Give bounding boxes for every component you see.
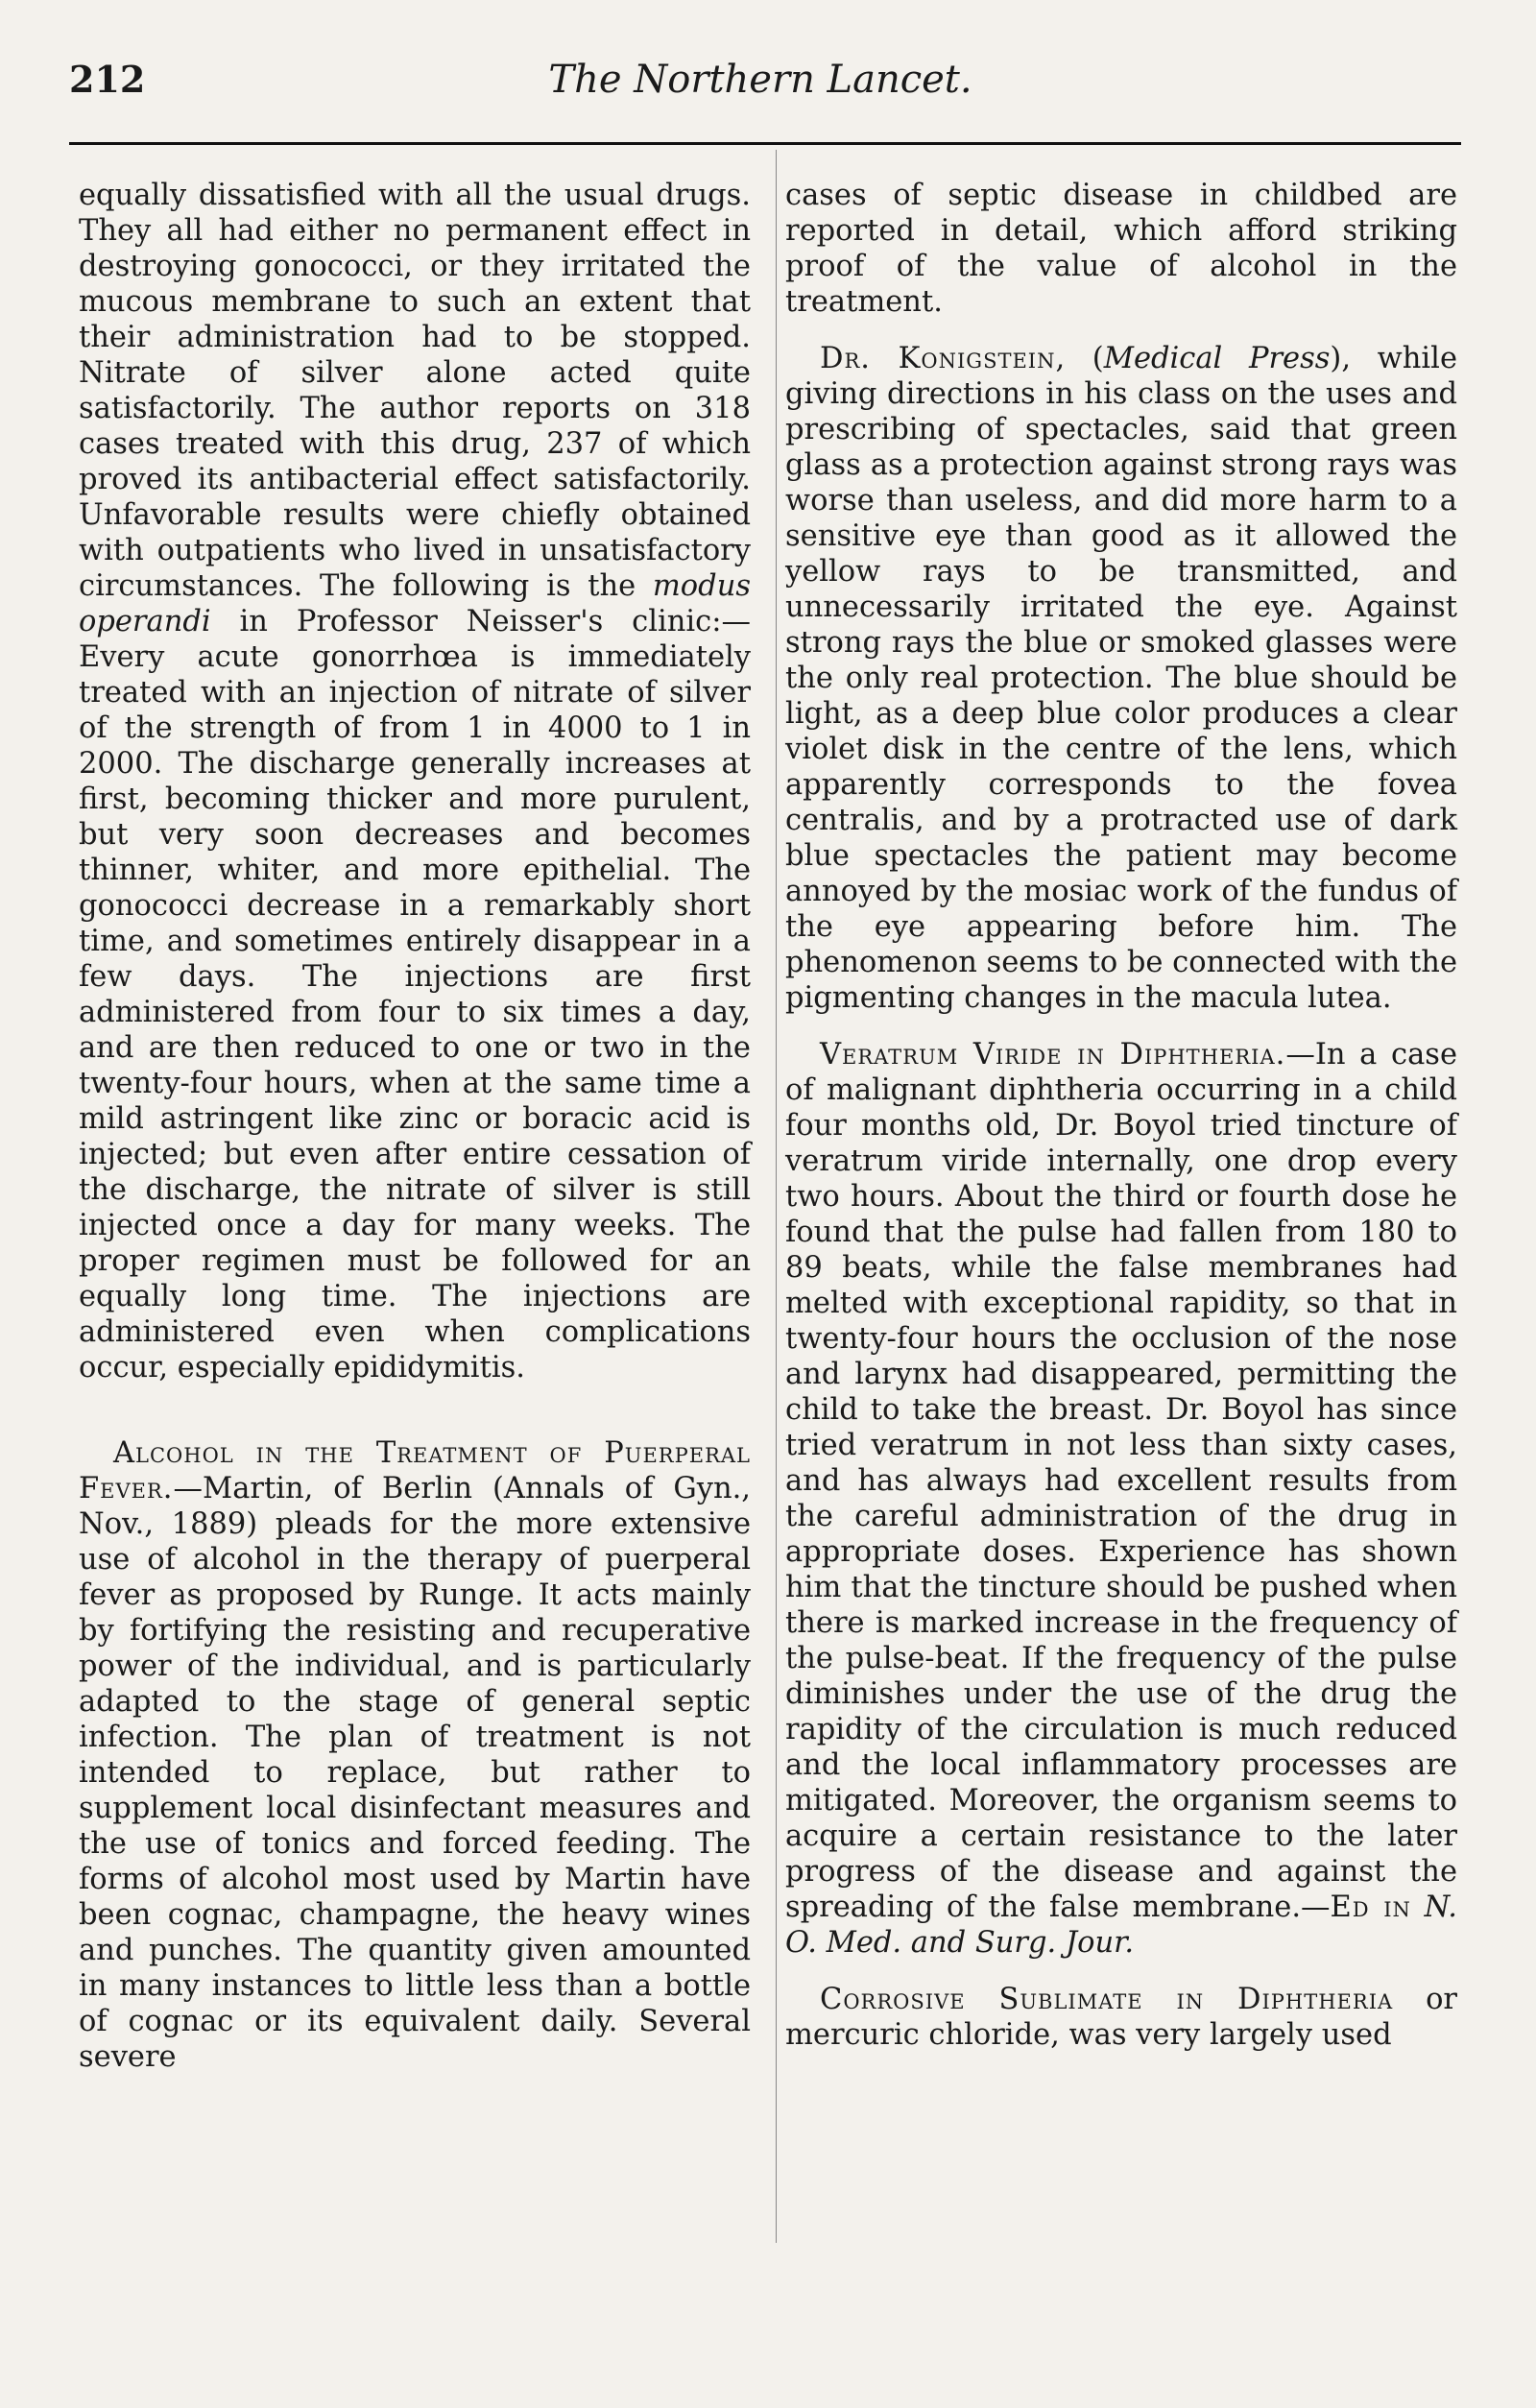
alcohol-puerperal-article [79, 1435, 751, 2075]
alcohol-article-body: —Martin, of Berlin (Annals of Gyn., Nov., 1889) pleads for the more extensive use of alcohol in the therapy of puerperal fever as proposed by Runge. It acts mainly by fortifying the resisting and recuperative power of the individual, and is particularly adapted to the stage of general septic infection. The plan of treatment is not intended to replace, but rather to supplement local disinfectant measures and the use of tonics and forced feeding. The forms of alcohol most used by Martin have been cognac, champagne, the heavy wines and punches. The quantity given amounted in many instances to little less than a bottle of cognac or its equivalent daily. Several severe [79, 1472, 751, 2074]
veratrum-heading: Veratrum Viride in Diphtheria. [820, 1038, 1286, 1072]
left-column [79, 178, 751, 2075]
veratrum-journal: N. O. Med. and Surg. Jour. [785, 1890, 1457, 1960]
column-divider [776, 150, 777, 2243]
running-title: The Northern Lancet. [548, 58, 972, 102]
modus-operandi-italic: modus operandi [79, 569, 751, 638]
septic-continuation-paragraph: cases of septic disease in childbed are reported in detail, which afford striking proof of the value of alcohol in the treatment. [785, 179, 1457, 319]
neisser-text-start: equally dissatisfied with all the usual drugs. They all had either no permanent effect in destroying gonococci, or they irritated the mucous membrane to such an extent that their administration had to be stopped. Nitrate of silver alone acted quite satisfactorily. The author reports on 318 cases treated with this drug, 237 of which proved its antibacterial effect satisfactorily. Unfavorable results were chiefly obtained with outpatients who lived in unsatisfactory circumstances. The following is the [79, 179, 751, 603]
konigstein-body: , while giving directions in his class on the uses and prescribing of spectacles, said that green glass as a protection against strong rays was worse than useless, and did more harm to a sensitive eye than good as it allowed the yellow rays to be transmitted, and unnecessarily irritated the eye. Against strong rays the blue or smoked glasses were the only real protection. The blue should be light, as a deep blue color produces a clear violet disk in the centre of the lens, which apparently corresponds to the fovea centralis, and by a protracted use of dark blue spectacles the patient may become annoyed by the mosiac work of the fundus of the eye appearing before him. The phenomenon seems to be connected with the pigmenting changes in the macula lutea. [785, 342, 1457, 1015]
veratrum-body: —In a case of malignant diphtheria occurring in a child four months old, Dr. Boyol tried tincture of veratrum viride internally, one drop every two hours. About the third or fourth dose he found that the pulse had fallen from 180 to 89 beats, while the false membranes had melted with exceptional rapidity, so that in twenty-four hours the occlusion of the nose and larynx had disappeared, permitting the child to take the breast. Dr. Boyol has since tried veratrum in not less than sixty cases, and has always had excellent results from the careful administration of the drug in appropriate doses. Experience has shown him that the tincture should be pushed when there is marked increase in the frequency of the pulse-beat. If the frequency of the pulse diminishes under the use of the drug the rapidity of the circulation is much reduced and the local inflammatory processes are mitigated. Moreover, the organism seems to acquire a certain resistance to the later progress of the disease and against the spreading of the false membrane.— [785, 1038, 1458, 1924]
konigstein-heading: Dr. Konigstein, [820, 342, 1067, 375]
medical-press-source: Medical Press [1103, 342, 1331, 375]
header-rule [69, 142, 1461, 145]
alcohol-article-heading: Alcohol in the Treatment of Puerperal Fever. [79, 1436, 751, 1505]
corrosive-sublimate-heading: Corrosive Sublimate in Diphtheria [820, 1983, 1394, 2016]
corrosive-sublimate-article [785, 1982, 1457, 2053]
right-column [785, 178, 1457, 2053]
veratrum-article [785, 1037, 1457, 1961]
corrosive-sublimate-body: or mercuric chloride, was very largely used [785, 1983, 1458, 2052]
page-number: 212 [69, 58, 146, 101]
page-header [69, 58, 1452, 115]
konigstein-article: Dr. Konigstein, (Medical Press), while giving directions in his class on the uses and prescribing of spectacles, said that green glass as a protection against strong rays was worse than useless, and did more harm to a sensitive eye than good as it allowed the yellow rays to be transmitted, and unnecessarily irritated the eye. Against strong rays the blue or smoked glasses were the only real protection. The blue should be light, as a deep blue color produces a clear violet disk in the centre of the lens, which apparently corresponds to the fovea centralis, and by a protracted use of dark blue spectacles the patient may become annoyed by the mosiac work of the fundus of the eye appearing before him. The phenomenon seems to be connected with the pigmenting changes in the macula lutea. [785, 342, 1457, 1015]
neisser-text-end: in Professor Neisser's clinic:—Every acute gonorrhœa is immediately treated with an injection of nitrate of silver of the strength of from 1 in 4000 to 1 in 2000. The discharge generally increases at first, becoming thicker and more purulent, but very soon decreases and becomes thinner, whiter, and more epithelial. The gonococci decrease in a remarkably short time, and sometimes entirely disappear in a few days. The injections are first administered from four to six times a day, and are then reduced to one or two in the twenty-four hours, when at the same time a mild astringent like zinc or boracic acid is injected; but even after entire cessation of the discharge, the nitrate of silver is still injected once a day for many weeks. The proper regimen must be followed for an equally long time. The injections are administered even when complications occur, especially epididymitis. [79, 605, 751, 1385]
veratrum-credit: Ed in [1330, 1890, 1411, 1924]
neisser-paragraph [79, 178, 751, 1385]
